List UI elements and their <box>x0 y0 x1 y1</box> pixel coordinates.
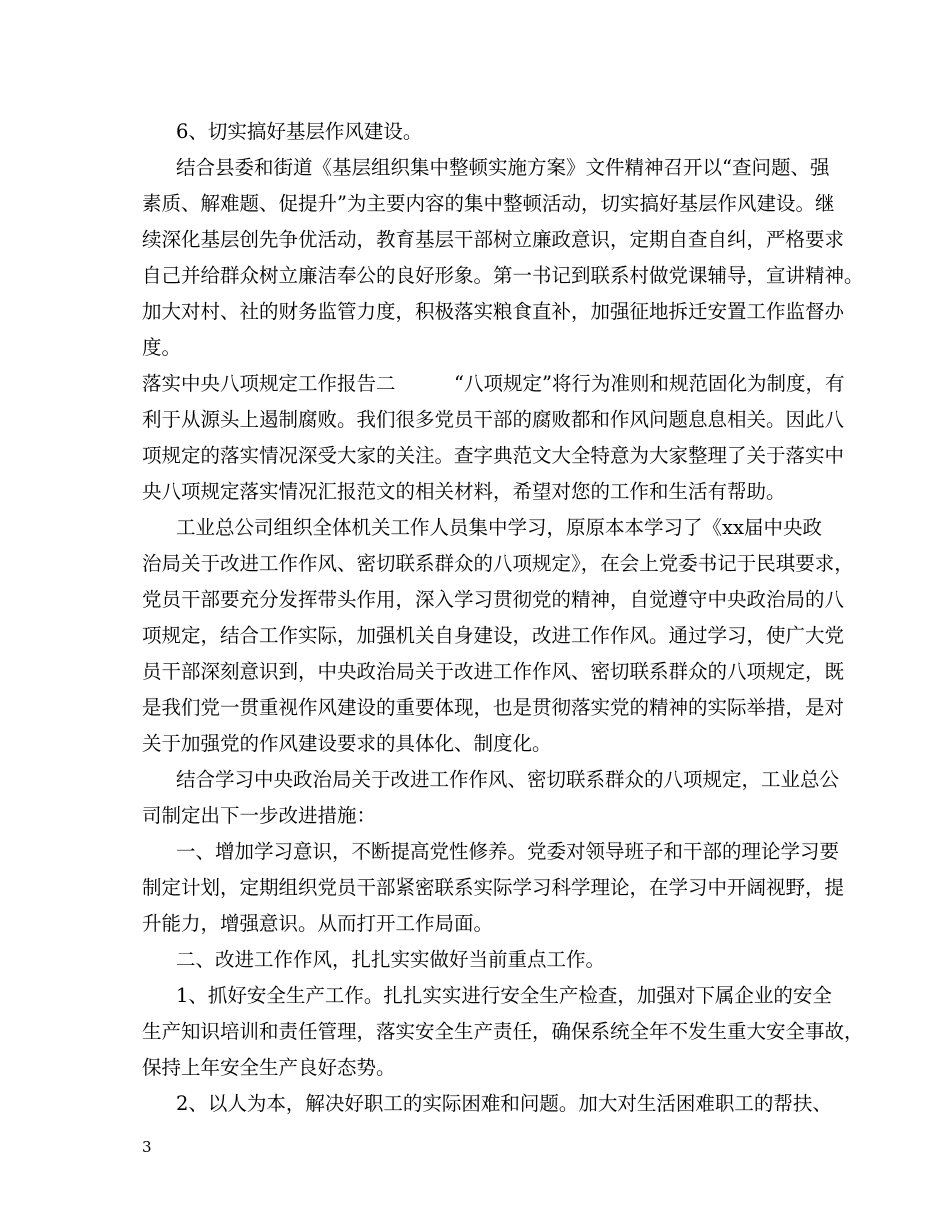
text-line-22: 制定计划，定期组织党员干部紧密联系实际学习科学理论，在学习中开阔视野，提 <box>142 876 845 899</box>
text-line-28: 2、以人为本，解决好职工的实际困难和问题。加大对生活困难职工的帮扶、 <box>176 1092 832 1115</box>
text-line-12: 工业总公司组织全体机关工作人员集中学习，原原本本学习了《xx届中央政 <box>176 516 822 539</box>
text-line-8: 落实中央八项规定工作报告二 “八项规定”将行为准则和规范固化为制度，有 <box>142 372 845 395</box>
page-number: 3 <box>142 1138 152 1156</box>
text-line-4: 续深化基层创先争优活动，教育基层干部树立廉政意识，定期自查自纠，严格要求 <box>142 228 845 251</box>
text-line-6: 加大对村、社的财务监管力度，积极落实粮食直补，加强征地拆迁安置工作监督办 <box>142 300 845 323</box>
text-line-24: 二、改进工作作风，扎扎实实做好当前重点工作。 <box>176 948 606 971</box>
text-line-27: 保持上年安全生产良好态势。 <box>142 1056 396 1079</box>
text-line-13: 治局关于改进工作作风、密切联系群众的八项规定》，在会上党委书记于民琪要求， <box>142 552 854 575</box>
text-line-5: 自己并给群众树立廉洁奉公的良好形象。第一书记到联系村做党课辅导，宣讲精神。 <box>142 264 864 287</box>
text-line-11: 央八项规定落实情况汇报范文的相关材料，希望对您的工作和生活有帮助。 <box>142 480 786 503</box>
text-line-20: 司制定出下一步改进措施： <box>142 804 377 827</box>
text-line-3: 素质、解难题、促提升”为主要内容的集中整顿活动，切实搞好基层作风建设。继 <box>142 192 835 215</box>
text-line-15: 项规定，结合工作实际，加强机关自身建设，改进工作作风。通过学习，使广大党 <box>142 624 845 647</box>
text-line-26: 生产知识培训和责任管理，落实安全生产责任，确保系统全年不发生重大安全事故， <box>142 1020 864 1043</box>
text-line-23: 升能力，增强意识。从而打开工作局面。 <box>142 912 494 935</box>
text-line-18: 关于加强党的作风建设要求的具体化、制度化。 <box>142 732 552 755</box>
text-line-1: 6、切实搞好基层作风建设。 <box>176 120 423 143</box>
text-line-2: 结合县委和街道《基层组织集中整顿实施方案》文件精神召开以“查问题、强 <box>176 156 830 179</box>
text-line-17: 是我们党一贯重视作风建设的重要体现，也是贯彻落实党的精神的实际举措，是对 <box>142 696 845 719</box>
text-line-14: 党员干部要充分发挥带头作用，深入学习贯彻党的精神，自觉遵守中央政治局的八 <box>142 588 845 611</box>
text-line-7: 度。 <box>142 336 182 359</box>
text-line-9: 利于从源头上遏制腐败。我们很多党员干部的腐败都和作风问题息息相关。因此八 <box>142 408 845 431</box>
text-line-19: 结合学习中央政治局关于改进工作作风、密切联系群众的八项规定，工业总公 <box>176 768 840 791</box>
text-line-25: 1、抓好安全生产工作。扎扎实实进行安全生产检查，加强对下属企业的安全 <box>176 984 832 1007</box>
text-line-16: 员干部深刻意识到，中央政治局关于改进工作作风、密切联系群众的八项规定，既 <box>142 660 845 683</box>
text-line-10: 项规定的落实情况深受大家的关注。查字典范文大全特意为大家整理了关于落实中 <box>142 444 845 467</box>
text-line-21: 一、增加学习意识，不断提高党性修养。党委对领导班子和干部的理论学习要 <box>176 840 840 863</box>
